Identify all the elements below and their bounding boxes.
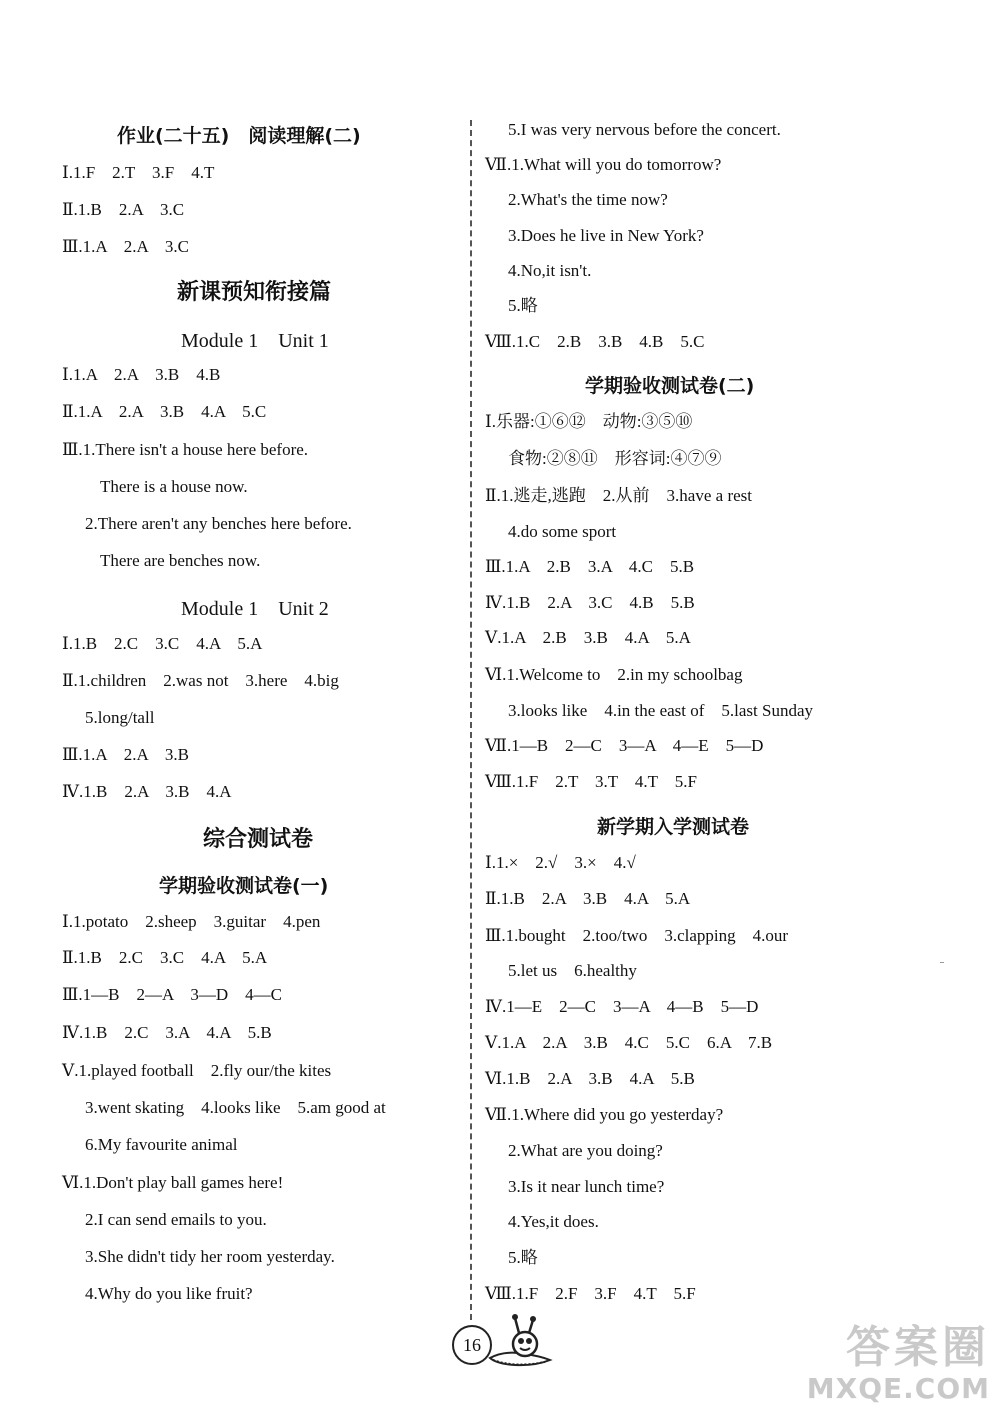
answer-line: 2.What's the time now? (508, 190, 668, 209)
section-title-homework-25: 作业(二十五) 阅读理解(二) (117, 125, 361, 147)
answer-line: Ⅴ.1.played football 2.fly our/the kites (62, 1061, 332, 1080)
answer-line: 4.Why do you like fruit? (85, 1284, 253, 1303)
answer-line: Ⅲ.1.A 2.A 3.C (62, 237, 189, 256)
answer-line: 4.Yes,it does. (508, 1212, 599, 1231)
answer-line: 4.No,it isn't. (508, 261, 592, 280)
answer-line: 6.My favourite animal (85, 1135, 238, 1154)
answer-line: 3.She didn't tidy her room yesterday. (85, 1247, 335, 1266)
answer-line: Ⅰ.1.A 2.A 3.B 4.B (62, 365, 221, 384)
column-divider (470, 120, 472, 1320)
answer-line: 3.Does he live in New York? (508, 226, 704, 245)
answer-line: Ⅱ.1.B 2.A 3.B 4.A 5.A (485, 889, 691, 908)
answer-line: 2.What are you doing? (508, 1141, 663, 1160)
answer-line: Ⅲ.1.There isn't a house here before. (62, 440, 309, 459)
answer-line: There are benches now. (100, 551, 261, 570)
stray-mark (940, 962, 944, 963)
page-number: 16 (452, 1325, 492, 1365)
section-title-comprehensive: 综合测试卷 (203, 827, 314, 852)
answer-line: 食物:②⑧⑪ 形容词:④⑦⑨ (508, 449, 722, 468)
watermark-text: 答案圈 (846, 1322, 990, 1373)
answer-line: Ⅰ.1.F 2.T 3.F 4.T (62, 163, 215, 182)
answer-line: Ⅲ.1.A 2.B 3.A 4.C 5.B (485, 557, 695, 576)
answer-line: Ⅰ.乐器:①⑥⑫ 动物:③⑤⑩ (485, 412, 693, 431)
answer-line: Ⅳ.1.B 2.A 3.C 4.B 5.B (485, 593, 695, 612)
answer-line: Ⅴ.1.A 2.B 3.B 4.A 5.A (485, 628, 691, 647)
section-title-new-term: 新学期入学测试卷 (597, 816, 750, 838)
answer-line: Ⅲ.1.bought 2.too/two 3.clapping 4.our (485, 926, 789, 945)
answer-line: Ⅰ.1.× 2.√ 3.× 4.√ (485, 853, 636, 872)
answer-line: There is a house now. (100, 477, 248, 496)
answer-line: 2.I can send emails to you. (85, 1210, 267, 1229)
answer-line: Ⅱ.1.逃走,逃跑 2.从前 3.have a rest (485, 486, 752, 505)
answer-line: 5.long/tall (85, 708, 155, 727)
answer-line: Ⅶ.1.What will you do tomorrow? (485, 155, 722, 174)
answer-line: Ⅲ.1.A 2.A 3.B (62, 745, 189, 764)
answer-line: Ⅴ.1.A 2.A 3.B 4.C 5.C 6.A 7.B (485, 1033, 773, 1052)
answer-line: 5.let us 6.healthy (508, 961, 637, 980)
answer-line: 5.略 (508, 296, 538, 315)
answer-line: Ⅳ.1.B 2.A 3.B 4.A (62, 782, 232, 801)
answer-line: 5.I was very nervous before the concert. (508, 120, 781, 139)
answer-line: Ⅵ.1.B 2.A 3.B 4.A 5.B (485, 1069, 695, 1088)
answer-line: Ⅷ.1.F 2.F 3.F 4.T 5.F (485, 1284, 696, 1303)
answer-line: 2.There aren't any benches here before. (85, 514, 352, 533)
answer-line: Ⅱ.1.B 2.C 3.C 4.A 5.A (62, 948, 268, 967)
watermark (760, 1322, 990, 1412)
answer-line: Ⅵ.1.Welcome to 2.in my schoolbag (485, 665, 743, 684)
answer-line: 5.略 (508, 1248, 538, 1267)
answer-line: 4.do some sport (508, 522, 617, 541)
answer-line: Ⅰ.1.B 2.C 3.C 4.A 5.A (62, 634, 263, 653)
answer-line: 3.Is it near lunch time? (508, 1177, 665, 1196)
answer-line: Ⅱ.1.B 2.A 3.C (62, 200, 185, 219)
snail-mascot-icon (485, 1310, 555, 1374)
section-title-m1u2: Module 1 Unit 2 (181, 598, 329, 620)
answer-line: Ⅵ.1.Don't play ball games here! (62, 1173, 284, 1192)
section-title-exam-2: 学期验收测试卷(二) (585, 375, 755, 397)
answer-line: 3.went skating 4.looks like 5.am good at (85, 1098, 386, 1117)
watermark-url: MXQE.COM (806, 1372, 990, 1405)
section-title-bridge: 新课预知衔接篇 (177, 280, 332, 305)
answer-line: Ⅲ.1—B 2—A 3—D 4—C (62, 985, 282, 1004)
section-title-m1u1: Module 1 Unit 1 (181, 330, 329, 352)
answer-line: Ⅶ.1.Where did you go yesterday? (485, 1105, 724, 1124)
answer-line: Ⅱ.1.children 2.was not 3.here 4.big (62, 671, 339, 690)
answer-line: Ⅷ.1.F 2.T 3.T 4.T 5.F (485, 772, 697, 791)
answer-line: 3.looks like 4.in the east of 5.last Sunday (508, 701, 814, 720)
answer-line: Ⅰ.1.potato 2.sheep 3.guitar 4.pen (62, 912, 321, 931)
answer-line: Ⅱ.1.A 2.A 3.B 4.A 5.C (62, 402, 267, 421)
answer-line: Ⅶ.1—B 2—C 3—A 4—E 5—D (485, 736, 764, 755)
answer-line: Ⅳ.1.B 2.C 3.A 4.A 5.B (62, 1023, 272, 1042)
answer-line: Ⅳ.1—E 2—C 3—A 4—B 5—D (485, 997, 759, 1016)
answer-line: Ⅷ.1.C 2.B 3.B 4.B 5.C (485, 332, 705, 351)
section-title-exam-1: 学期验收测试卷(一) (159, 875, 329, 897)
